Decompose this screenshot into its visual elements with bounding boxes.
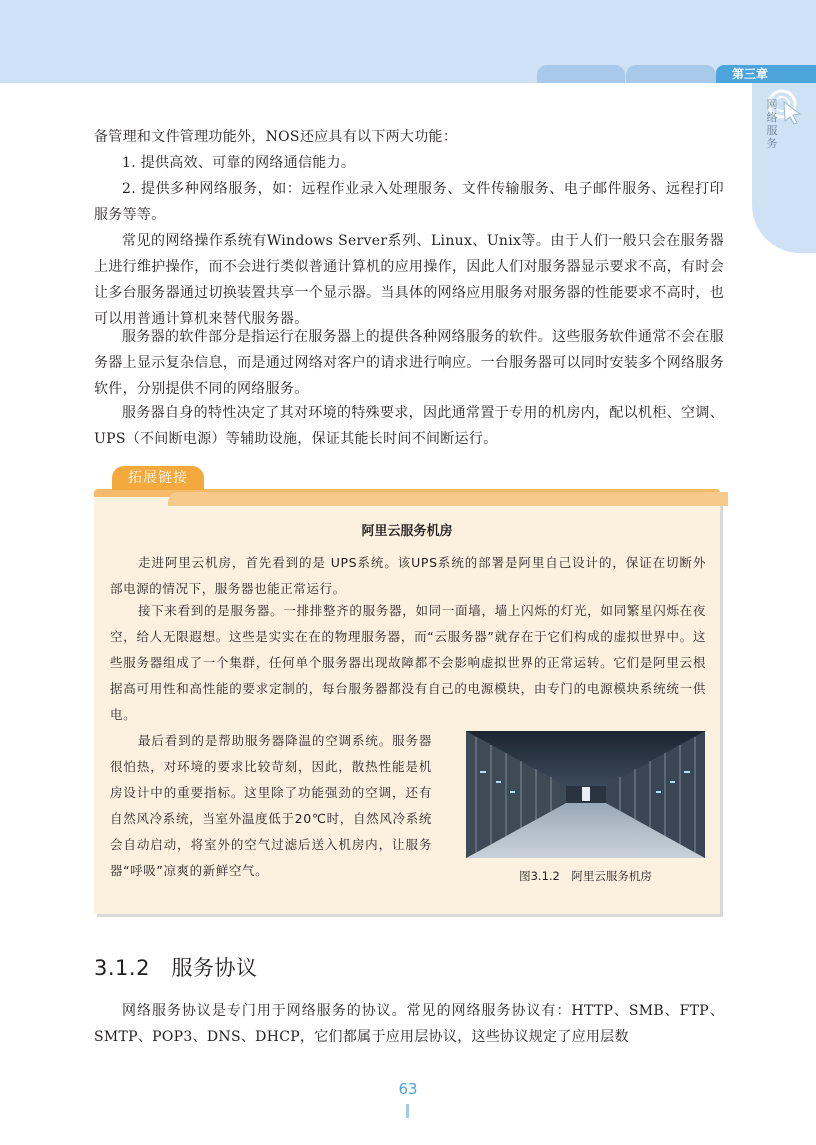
body-paragraph: 常见的网络操作系统有Windows Server系列、Linux、Unix等。由于人们一般只会在服务器上进行维护操作，而不会进行类似普通计算机的应用操作，因此人们对服务器显示要求不高，有时会让多台服务器通过切换装置共享一个显示器。当具体的网络应用服务对服务器的性能要求不高时，也可以用普通计算机来替代服务器。 (94, 233, 724, 327)
extension-paragraph: 最后看到的是帮助服务器降温的空调系统。服务器很怕热，对环境的要求比较苛刻，因此，散热性能是机房设计中的重要指标。这里除了功能强劲的空调，还有自然风冷系统，当室外温度低于20℃时，自然风冷系统会自动启动，将室外的空气过滤后送入机房内，让服务器“呼吸”凉爽的新鲜空气。 (110, 733, 432, 878)
section-side-label: 网络服务 (766, 98, 778, 150)
section-heading (94, 952, 257, 982)
extension-title: 阿里云服务机房 (361, 524, 453, 539)
extension-box-header-strip (168, 492, 728, 506)
page-number: 63 (398, 1080, 418, 1098)
server-room-photo (466, 731, 705, 858)
body-paragraph: 服务器自身的特性决定了其对环境的特殊要求，因此通常置于专用的机房内，配以机柜、空调、UPS（不间断电源）等辅助设施，保证其能长时间不间断运行。 (94, 405, 724, 447)
list-item: 2. 提供多种网络服务，如：远程作业录入处理服务、文件传输服务、电子邮件服务、远程打印服务等等。 (94, 181, 724, 223)
list-item: 1. 提供高效、可靠的网络通信能力。 (122, 155, 356, 171)
figure-caption: 图3.1.2 阿里云服务机房 (519, 869, 652, 883)
extension-label: 拓展链接 (112, 466, 204, 490)
section-number: 3.1.2 (94, 956, 150, 980)
chapter-tab: 第三章 (716, 65, 816, 83)
extension-paragraph: 走进阿里云机房，首先看到的是 UPS系统。该UPS系统的部署是阿里自己设计的，保证在切断外部电源的情况下，服务器也能正常运行。 (110, 555, 706, 596)
header-tab-decoration (626, 65, 716, 83)
body-paragraph: 服务器的软件部分是指运行在服务器上的提供各种网络服务的软件。这些服务软件通常不会在服务器上显示复杂信息，而是通过网络对客户的请求进行响应。一台服务器可以同时安装多个网络服务软件，分别提供不同的网络服务。 (94, 329, 724, 397)
body-paragraph: 备管理和文件管理功能外，NOS还应具有以下两大功能： (94, 129, 458, 145)
header-tab-decoration (537, 65, 625, 83)
extension-paragraph: 接下来看到的是服务器。一排排整齐的服务器，如同一面墙，墙上闪烁的灯光，如同繁星闪烁在夜空，给人无限遐想。这些是实实在在的物理服务器，而“云服务器”就存在于它们构成的虚拟世界中。这些服务器组成了一个集群，任何单个服务器出现故障都不会影响虚拟世界的正常运转。它们是阿里云根据高可用性和高性能的要求定制的，每台服务器都没有自己的电源模块，由专门的电源模块系统统一供电。 (110, 603, 706, 722)
section-title: 服务协议 (171, 956, 258, 980)
section-paragraph: 网络服务协议是专门用于网络服务的协议。常见的网络服务协议有：HTTP、SMB、FTP、SMTP、POP3、DNS、DHCP，它们都属于应用层协议，这些协议规定了应用层数 (94, 1003, 724, 1045)
page-number-bar (406, 1104, 409, 1118)
